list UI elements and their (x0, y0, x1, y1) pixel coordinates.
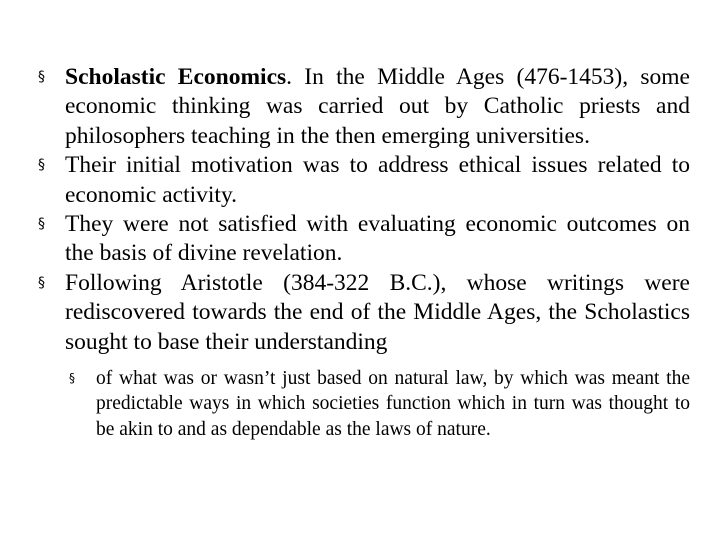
bullet-text: Their initial motivation was to address ethical issues related to economic activity. (65, 152, 690, 208)
bullet-text: Following Aristotle (384-322 B.C.), whose writings were rediscovered towards the end of the Middle Ages, the Scholastics sought to base their understanding (65, 269, 690, 355)
bullet-item-scholastic-economics (38, 63, 690, 151)
bullet-marker-icon: § (38, 216, 45, 233)
sub-bullet-text: of what was or wasn’t just based on natural law, by which was meant the predictable ways in which societies function which in turn was thought to be akin to and as dependable as the laws of nature. (96, 368, 690, 440)
bullet-text: They were not satisfied with evaluating economic outcomes on the basis of divine revelation. (65, 211, 690, 267)
sub-bullet-item-natural-law (69, 366, 690, 442)
bullet-marker-icon: § (38, 157, 45, 174)
bullet-marker-icon: § (38, 69, 45, 85)
bullet-text: . In the Middle Ages (476-1453), some economic thinking was carried out by Catholic priests and philosophers teaching in the then emerging universities. (65, 64, 690, 149)
bullet-marker-icon: § (38, 274, 45, 291)
sub-bullet-list (69, 366, 690, 442)
bullet-item-following-aristotle (38, 269, 690, 442)
sub-bullet-marker-icon: § (69, 371, 75, 386)
term-scholastic-economics: Scholastic Economics (65, 64, 287, 90)
bullet-list (38, 63, 690, 442)
bullet-item-initial-motivation (38, 151, 690, 210)
bullet-item-divine-revelation (38, 210, 690, 269)
